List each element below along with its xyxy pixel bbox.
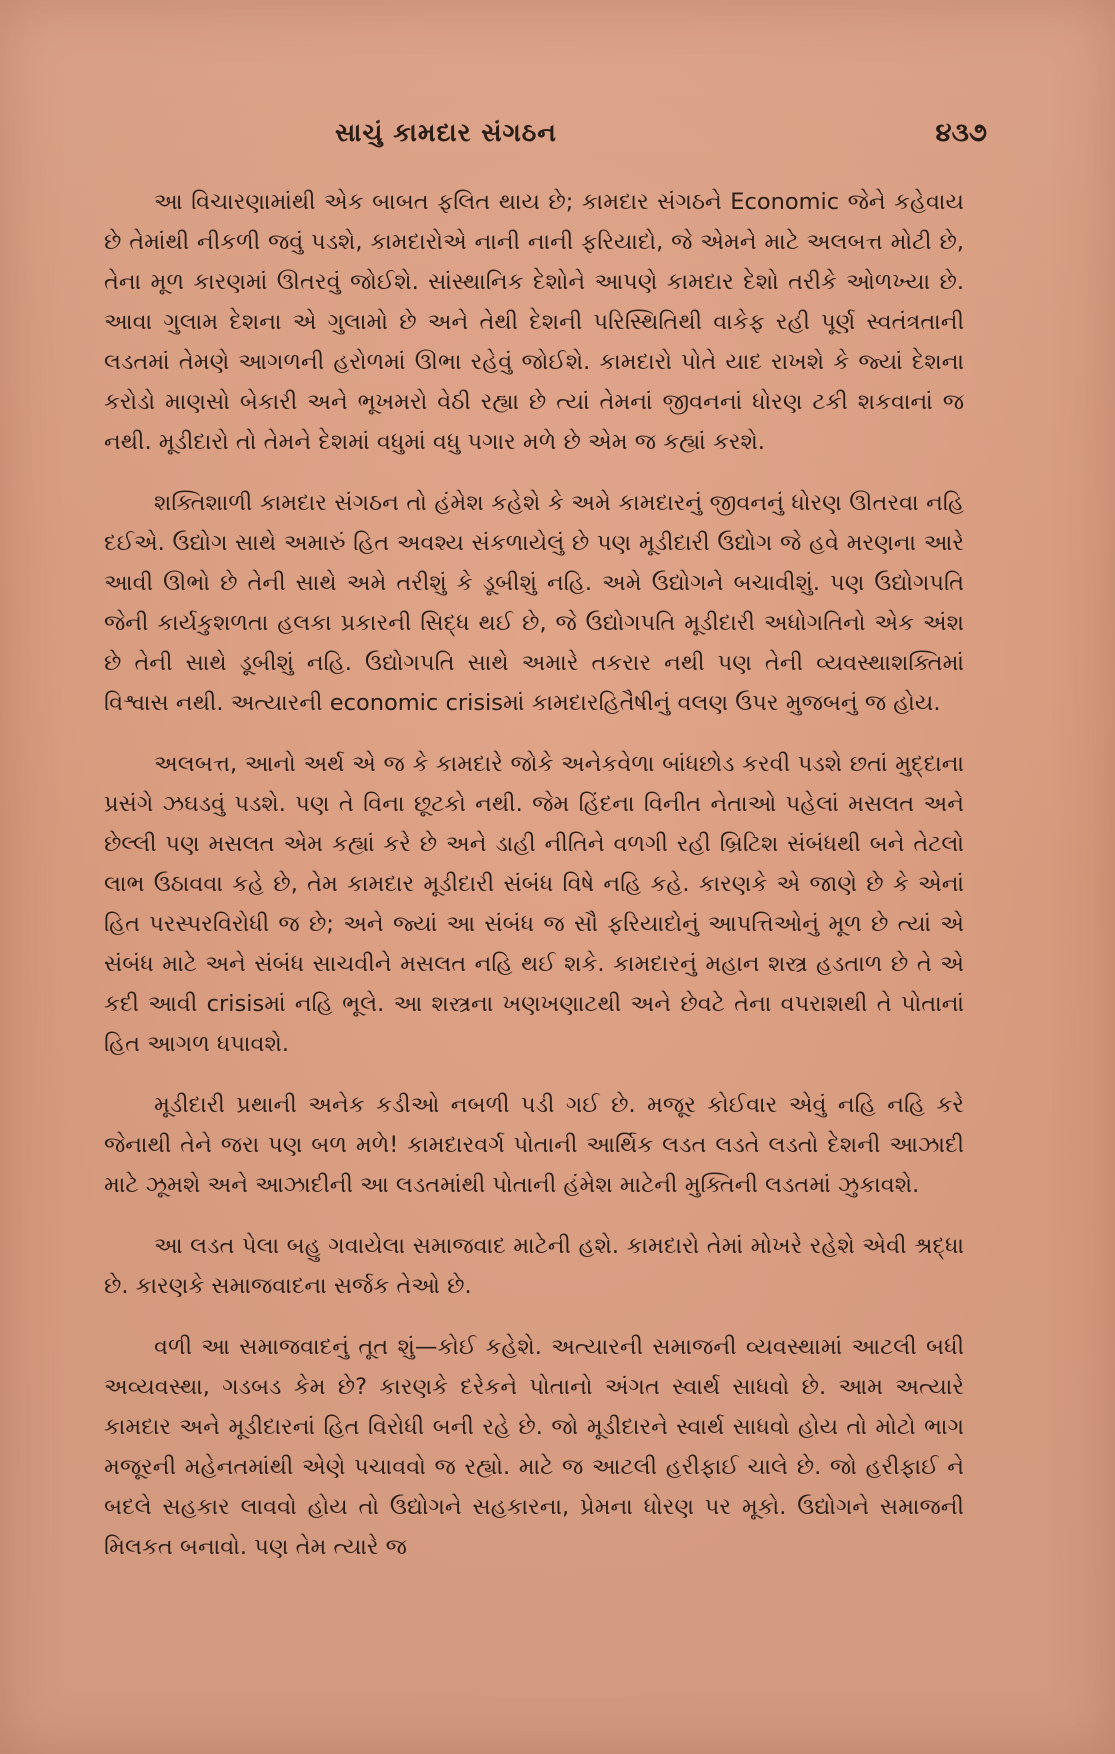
paragraph-6: વળી આ સમાજવાદનું તૂત શું—કોઈ કહેશે. અત્યારની સમાજની વ્યવસ્થામાં આટલી બધી અવ્યવસ્થા, ગડબડ કેમ છે? કારણકે દરેકને પોતાનો અંગત સ્વાર્થ સાધવો છે. આમ અત્યારે કામદાર અને મૂડીદારનાં હિત વિરોધી બની રહે છે. જો મૂડીદારને સ્વાર્થ સાધવો હોય તો મોટો ભાગ મજૂરની મહેનતમાંથી એણે પચાવવો જ રહ્યો. માટે જ આટલી હરીફાઈ ચાલે છે. જો હરીફાઈ ને બદલે સહકાર લાવવો હોય તો ઉદ્યોગને સહકારના, પ્રેમના ધોરણ પર મૂકો. ઉદ્યોગને સમાજની મિલકત બનાવો. પણ તેમ ત્યારે જ xyxy=(104,1334,964,1560)
paragraph-1: આ વિચારણામાંથી એક બાબત ફલિત થાય છે; કામદાર સંગઠને Economic જેને કહેવાય છે તેમાંથી નીકળી જવું પડશે, કામદારોએ નાની નાની ફરિયાદો, જે એમને માટે અલબત્ત મોટી છે, તેના મૂળ કારણમાં ઊતરવું જોઈશે. સાંસ્થાનિક દેશોને આપણે કામદાર દેશો તરીકે ઓળખ્યા છે. આવા ગુલામ દેશના એ ગુલામો છે અને તેથી દેશની પરિસ્થિતિથી વાકેફ રહી પૂર્ણ સ્વતંત્રતાની લડતમાં તેમણે આગળની હરોળમાં ઊભા રહેવું જોઈશે. કામદારો પોતે યાદ રાખશે કે જ્યાં દેશના કરોડો માણસો બેકારી અને ભૂખમરો વેઠી રહ્યા છે ત્યાં તેમનાં જીવનનાં ધોરણ ટકી શકવાનાં જ નથી. મૂડીદારો તો તેમને દેશમાં વધુમાં વધુ પગાર મળે છે એમ જ કહ્યાં કરશે. xyxy=(104,189,964,455)
paragraph-4: મૂડીદારી પ્રથાની અનેક કડીઓ નબળી પડી ગઈ છે. મજૂર કોઈવાર એવું નહિ નહિ કરે જેનાથી તેને જરા પણ બળ મળે! કામદારવર્ગ પોતાની આર્થિક લડત લડતે લડતો દેશની આઝાદી માટે ઝૂમશે અને આઝાદીની આ લડતમાંથી પોતાની હંમેશ માટેની મુક્તિની લડતમાં ઝુકાવશે. xyxy=(104,1092,964,1198)
body-text xyxy=(104,182,964,1588)
paragraph-5: આ લડત પેલા બહુ ગવાયેલા સમાજવાદ માટેની હશે. કામદારો તેમાં મોખરે રહેશે એવી શ્રદ્ધા છે. કારણકે સમાજવાદના સર્જક તેઓ છે. xyxy=(104,1233,964,1299)
paragraph-3: અલબત્ત, આનો અર્થ એ જ કે કામદારે જોકે અનેકવેળા બાંધછોડ કરવી પડશે છતાં મુદ્દાના પ્રસંગે ઝઘડવું પડશે. પણ તે વિના છૂટકો નથી. જેમ હિંદના વિનીત નેતાઓ પહેલાં મસલત અને છેલ્લી પણ મસલત એમ કહ્યાં કરે છે અને ડાહી નીતિને વળગી રહી બ્રિટિશ સંબંધથી બને તેટલો લાભ ઉઠાવવા કહે છે, તેમ કામદાર મૂડીદારી સંબંધ વિષે નહિ કહે. કારણકે એ જાણે છે કે એનાં હિત પરસ્પરવિરોધી જ છે; અને જ્યાં આ સંબંધ જ સૌ ફરિયાદોનું આપત્તિઓનું મૂળ છે ત્યાં એ સંબંધ માટે અને સંબંધ સાચવીને મસલત નહિ થઈ શકે. કામદારનું મહાન શસ્ત્ર હડતાળ છે તે એ કદી આવી crisisમાં નહિ ભૂલે. આ શસ્ત્રના ખણખણાટથી અને છેવટે તેના વપરાશથી તે પોતાનાં હિત આગળ ધપાવશે. xyxy=(104,751,964,1057)
running-title: સાચું કામદાર સંગઠન xyxy=(335,118,557,147)
page-number: ૪૩૭ xyxy=(935,118,987,148)
page-header xyxy=(0,118,1115,158)
paragraph-2: શક્તિશાળી કામદાર સંગઠન તો હંમેશ કહેશે કે અમે કામદારનું જીવનનું ધોરણ ઊતરવા નહિ દઈએ. ઉદ્યોગ સાથે અમારું હિત અવશ્ય સંકળાયેલું છે પણ મૂડીદારી ઉદ્યોગ જે હવે મરણના આરે આવી ઊભો છે તેની સાથે અમે તરીશું કે ડૂબીશું નહિ. અમે ઉદ્યોગને બચાવીશું. પણ ઉદ્યોગપતિ જેની કાર્યકુશળતા હલકા પ્રકારની સિદ્ધ થઈ છે, જે ઉદ્યોગપતિ મૂડીદારી અધોગતિનો એક અંશ છે તેની સાથે ડૂબીશું નહિ. ઉદ્યોગપતિ સાથે અમારે તકરાર નથી પણ તેની વ્યવસ્થાશક્તિમાં વિશ્વાસ નથી. અત્યારની economic crisisમાં કામદારહિતૈષીનું વલણ ઉપર મુજબનું જ હોય. xyxy=(104,490,964,716)
